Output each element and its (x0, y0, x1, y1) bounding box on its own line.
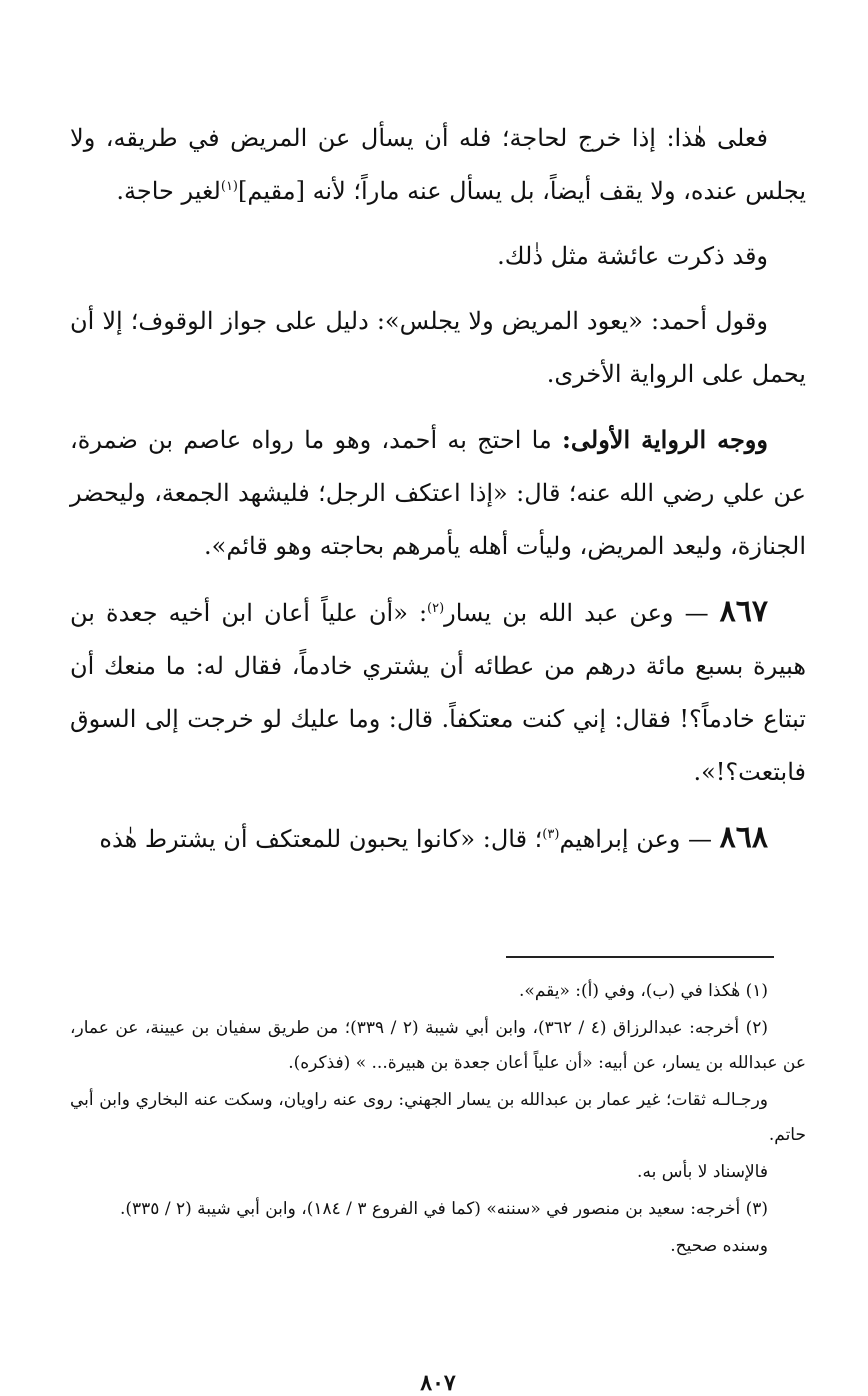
hadith-867-text: : «أن علياً أعان ابن أخيه جعدة بن هبيرة بسبع مائة درهم من عطائه أن يشتري خادماً، فقال له: ما منعك أن تبتاع خادماً؟! فقال: إني كنت معتكفاً. قال: وما عليك لو خرجت إلى السوق فابتعت؟!». (70, 599, 806, 786)
footnote-ref-1[interactable]: (١) (220, 179, 238, 194)
footnote-ref-3[interactable]: (٣) (542, 827, 560, 842)
footnote-3: (٣) أخرجه: سعيد بن منصور في «سننه» (كما في الفروع ٣ / ١٨٤)، وابن أبي شيبة (٢ / ٣٣٥). (120, 1199, 768, 1219)
page-number: ٨٠٧ (420, 1370, 456, 1396)
paragraph-2-text: وقد ذكرت عائشة مثل ذٰلك. (497, 242, 768, 270)
paragraph-3-text: وقول أحمد: «يعود المريض ولا يجلس»: دليل على جواز الوقوف؛ إلا أن يحمل على الرواية الأخرى. (70, 307, 806, 388)
paragraph-2 (70, 230, 806, 283)
footnote-separator (506, 956, 774, 958)
footnotes (70, 974, 806, 1266)
hadith-868-text: ؛ قال: «كانوا يحبون للمعتكف أن يشترط هٰذه (99, 825, 543, 853)
footnote-ref-2[interactable]: (٢) (427, 601, 445, 616)
hadith-868-intro: — وعن إبراهيم (559, 825, 713, 853)
paragraph-4-text: ما احتج به أحمد، وهو ما رواه عاصم بن ضمرة، عن علي رضي الله عنه؛ قال: «إذا اعتكف الرجل؛ فليشهد الجمعة، وليحضر الجنازة، وليعد المريض، وليأت أهله يأمرهم بحاجته وهو قائم». (70, 426, 806, 560)
hadith-867-number: ٨٦٧ (719, 594, 768, 629)
paragraph-4 (70, 413, 806, 573)
paragraph-1 (70, 112, 806, 218)
hadith-867-intro: — وعن عبد الله بن يسار (444, 599, 709, 627)
hadith-868-number: ٨٦٨ (719, 820, 768, 855)
hadith-868 (70, 811, 806, 866)
hadith-867 (70, 585, 806, 799)
footnote-1: (١) هٰكذا في (ب)، وفي (أ): «يقم». (519, 981, 768, 1001)
paragraph-3 (70, 295, 806, 401)
page-content (70, 112, 806, 1396)
paragraph-1-text: فعلى هٰذا: إذا خرج لحاجة؛ فله أن يسأل عن المريض في طريقه، ولا يجلس عنده، ولا يقف أيضاً، بل يسأل عنه ماراً؛ لأنه [مقيم] (70, 124, 806, 205)
footnote-2-verdict: فالإسناد لا بأس به. (637, 1162, 768, 1182)
main-text (70, 112, 806, 866)
paragraph-1-end: لغير حاجة. (116, 177, 221, 205)
footnote-3-verdict: وسنده صحيح. (670, 1236, 768, 1256)
paragraph-4-lead: ووجه الرواية الأولى: (562, 425, 768, 454)
footnote-2: (٢) أخرجه: عبدالرزاق (٤ / ٣٦٢)، وابن أبي شيبة (٢ / ٣٣٩)؛ من طريق سفيان بن عيينة، عن عمار، عن عبدالله بن يسار، عن أبيه: «أن علياً أعان جعدة بن هبيرة... » (فذكره). (70, 1018, 806, 1073)
footnote-2-narrators: ورجـالـه ثقات؛ غير عمار بن عبدالله بن يسار الجهني: روى عنه راويان، وسكت عنه البخاري وابن أبي حاتم. (70, 1090, 806, 1145)
